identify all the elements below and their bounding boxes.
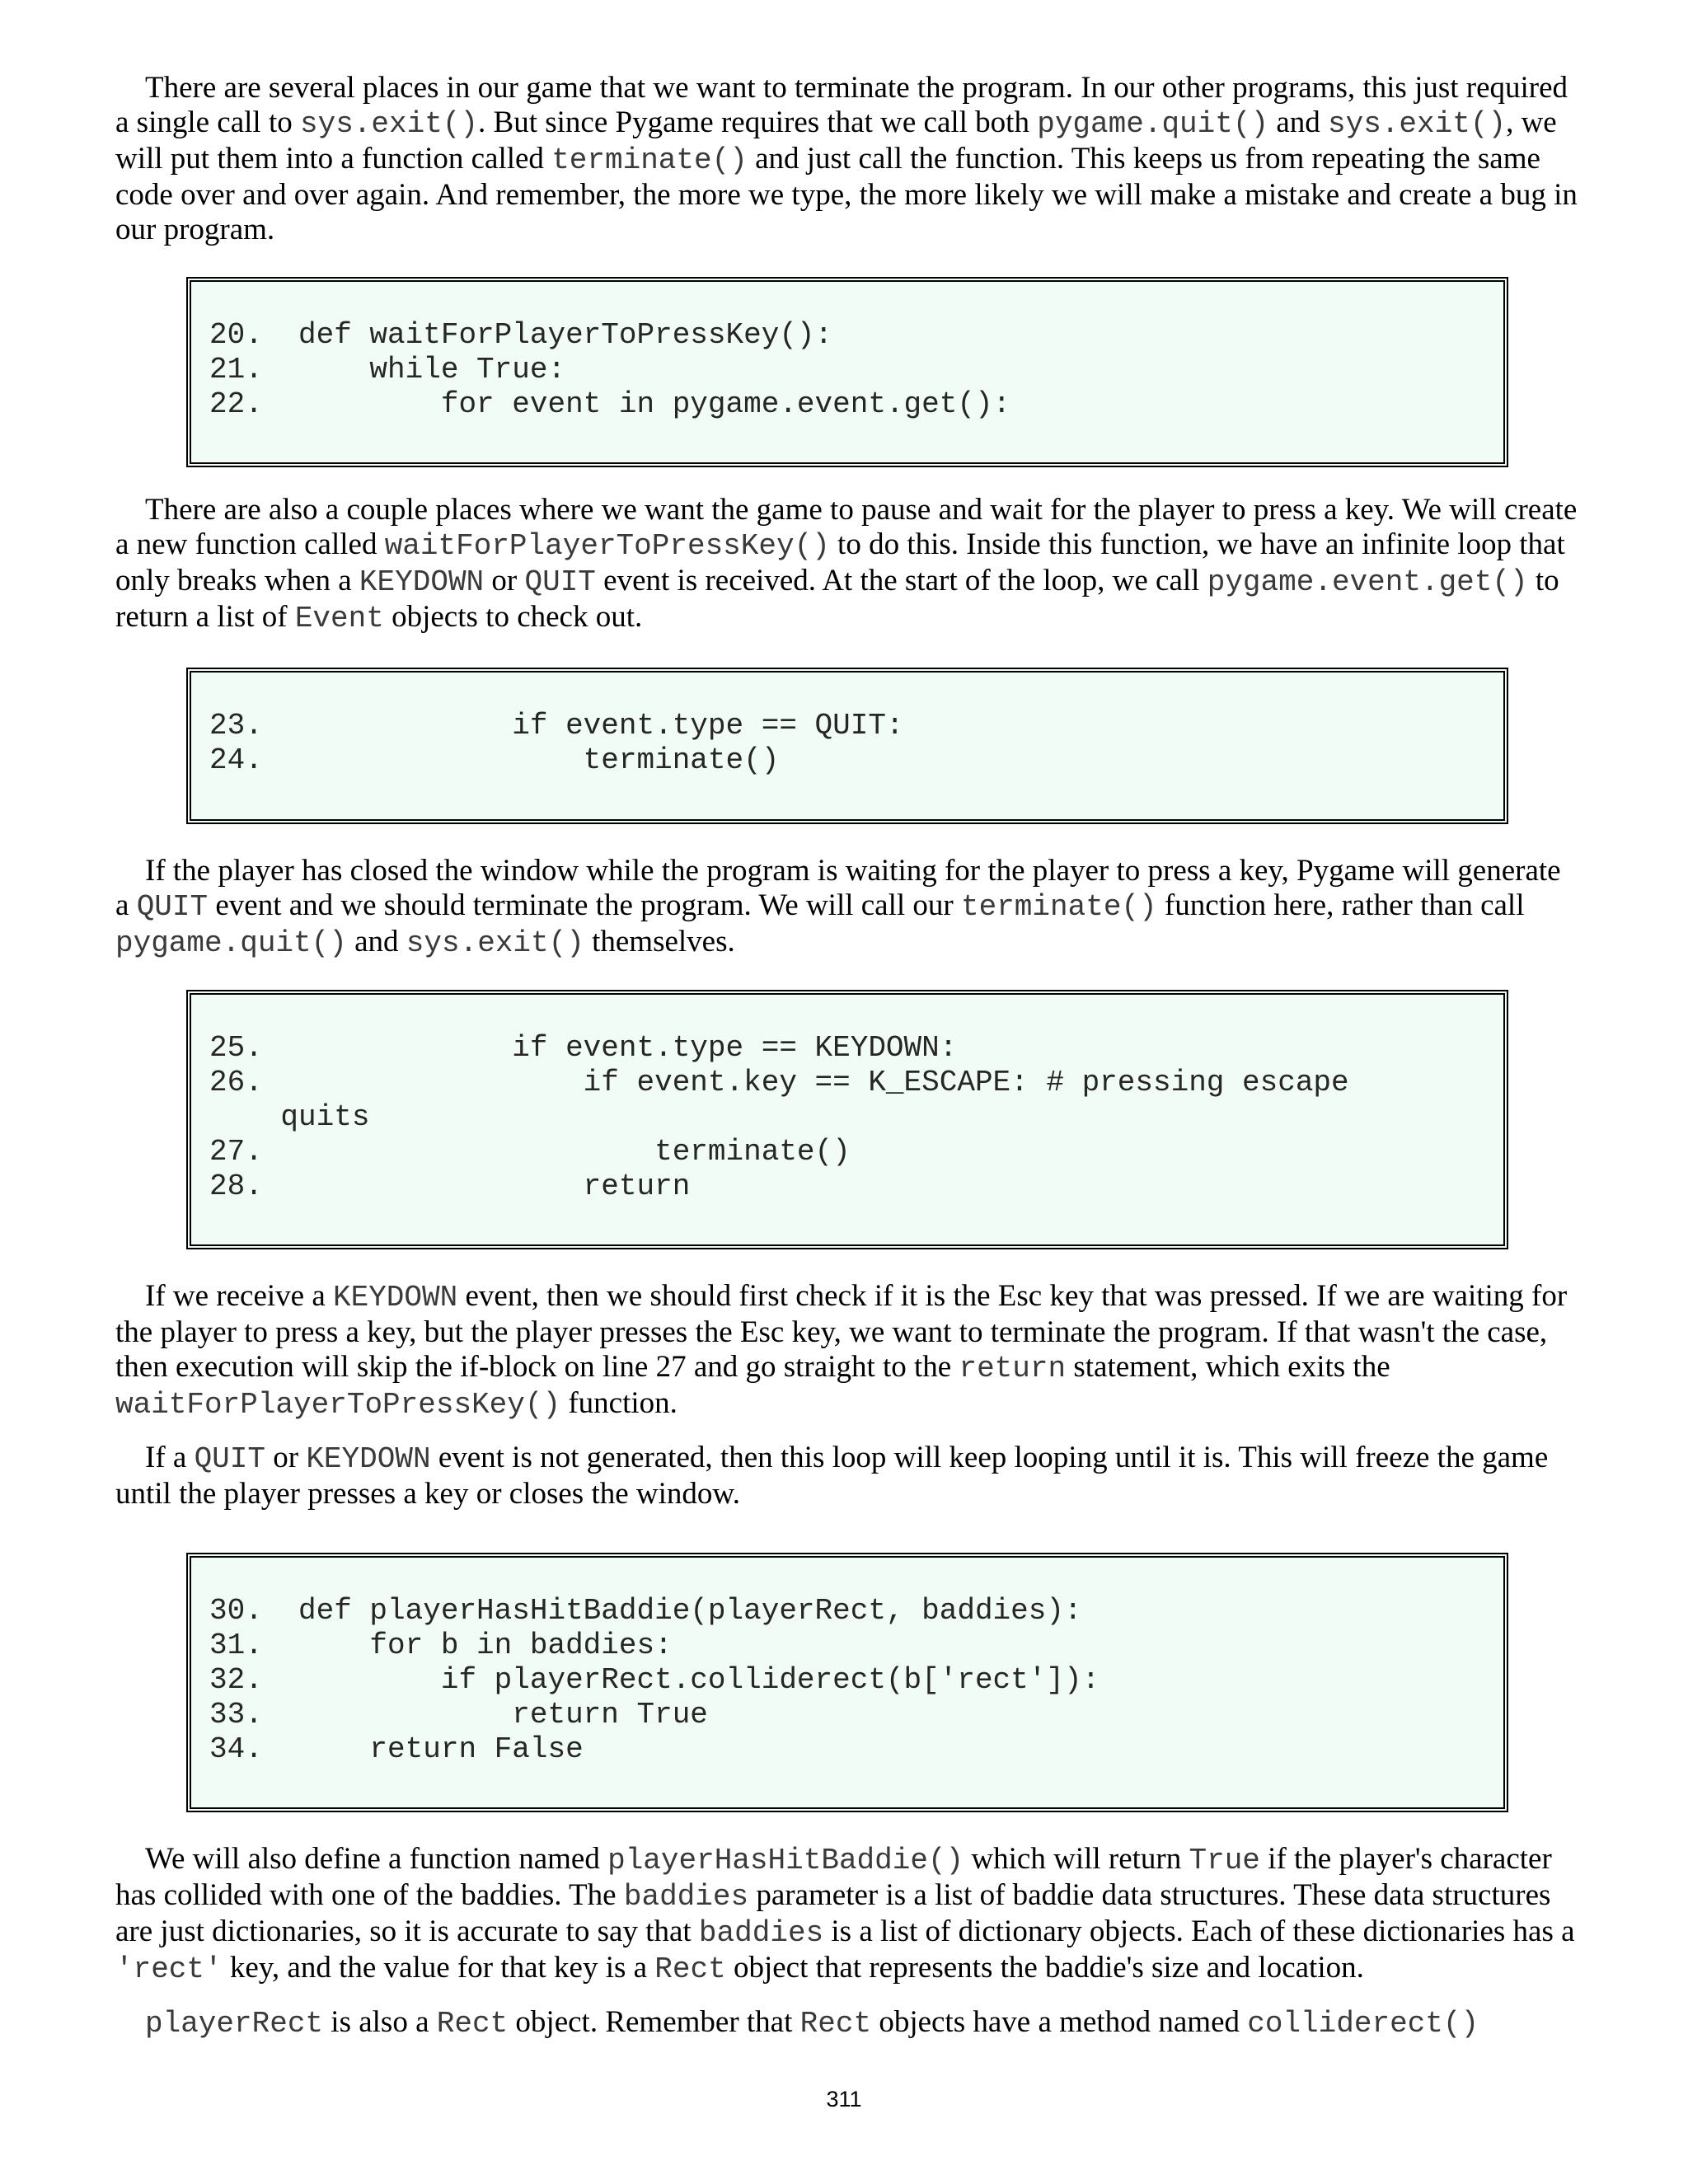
text: to return a list of [115, 564, 1559, 634]
code-block-quit-check [186, 668, 1508, 824]
inline-code: colliderect() [1247, 2007, 1479, 2041]
inline-code: pygame.event.get() [1207, 565, 1528, 599]
text: or [265, 1441, 307, 1474]
page-number: 311 [826, 2087, 862, 2111]
text: which will return [964, 1842, 1189, 1876]
text: or [484, 564, 525, 598]
code-line: 32. if playerRect.colliderect(b['rect']): [209, 1663, 1100, 1697]
text: and [1268, 105, 1329, 139]
document-body [115, 71, 1578, 247]
inline-code: QUIT [194, 1442, 265, 1476]
inline-code: pygame.quit() [115, 926, 347, 960]
text: function here, rather than call [1156, 888, 1525, 922]
document-body-3 [115, 854, 1578, 961]
text: object. Remember that [508, 2005, 800, 2039]
inline-code: 'rect' [115, 1952, 223, 1986]
text: if the player's character has collided with one of the baddies. The [115, 1842, 1552, 1912]
code-block-player-has-hit-baddie [186, 1553, 1508, 1812]
text: event is not generated, then this loop will keep looping until it is. This will freeze the game until the player presses a key or closes the window. [115, 1441, 1549, 1511]
code-line: 21. while True: [209, 353, 566, 387]
text: themselves. [584, 925, 735, 958]
document-body-4 [115, 1279, 1578, 1511]
inline-code: KEYDOWN [333, 1281, 458, 1315]
paragraph-hit-baddie [115, 1842, 1578, 1987]
paragraph-keydown-event [115, 1279, 1578, 1422]
inline-code: waitForPlayerToPressKey() [384, 529, 830, 563]
code-line: 25. if event.type == KEYDOWN: [209, 1031, 958, 1065]
text: event and we should terminate the program. We will call our [208, 888, 961, 922]
code-block-wait-for-key [186, 277, 1508, 467]
code-line: 26. if event.key == K_ESCAPE: # pressing escape [209, 1066, 1349, 1099]
inline-code: QUIT [524, 565, 596, 599]
text: event is received. At the start of the loop, we call [595, 564, 1207, 598]
text: We will also define a function named [145, 1842, 608, 1876]
inline-code: Rect [799, 2007, 872, 2041]
code-line: quits [209, 1100, 370, 1134]
code-line: 31. for b in baddies: [209, 1629, 673, 1662]
paragraph-terminate [115, 71, 1578, 247]
code-block-keydown-check [186, 990, 1508, 1249]
paragraph-player-rect [115, 2005, 1578, 2041]
inline-code: Rect [654, 1952, 726, 1986]
inline-code: return [959, 1352, 1067, 1385]
code-line: 27. terminate() [209, 1135, 851, 1169]
paragraph-wait-function [115, 493, 1578, 636]
document-body-5 [115, 1842, 1578, 2041]
inline-code: sys.exit() [300, 107, 479, 141]
inline-code: QUIT [136, 890, 209, 924]
text: and [346, 925, 406, 958]
code-line: 33. return True [209, 1698, 708, 1732]
code-line: 30. def playerHasHitBaddie(playerRect, baddies): [209, 1594, 1082, 1628]
text: There are also a couple places where we want the game to pause and wait for the player to press a key. We will create a new function called [115, 493, 1578, 561]
text: and just call the function. This keeps us from repeating the same code over and over again. And remember, the more we type, the more likely we will make a mistake and create a bug in our program. [115, 142, 1578, 246]
inline-code: baddies [623, 1880, 749, 1914]
code-line: 22. for event in pygame.event.get(): [209, 387, 1011, 421]
inline-code: terminate() [551, 143, 748, 177]
inline-code: playerHasHitBaddie() [607, 1844, 964, 1877]
text: objects to check out. [383, 600, 643, 634]
text: statement, which exits the [1066, 1350, 1390, 1384]
inline-code: pygame.quit() [1037, 107, 1269, 141]
text: If a [145, 1441, 195, 1474]
text: parameter is a list of baddie data structures. These data structures are just dictionaries, so it is accurate to say that [115, 1878, 1551, 1948]
code-line: 20. def waitForPlayerToPressKey(): [209, 318, 833, 352]
inline-code: True [1189, 1844, 1260, 1877]
code-line: 23. if event.type == QUIT: [209, 709, 904, 743]
text: If we receive a [145, 1279, 333, 1313]
code-line: 34. return False [209, 1732, 584, 1766]
inline-code: Rect [436, 2007, 509, 2041]
paragraph-freeze [115, 1441, 1578, 1511]
document-body-2 [115, 493, 1578, 636]
text: is a list of dictionary objects. Each of these dictionaries has a [823, 1915, 1575, 1948]
code-line: 28. return [209, 1169, 691, 1203]
inline-code: playerRect [145, 2007, 324, 2041]
inline-code: KEYDOWN [359, 565, 485, 599]
text: to do this. Inside this function, we have an infinite loop that only breaks when a [115, 527, 1565, 598]
inline-code: waitForPlayerToPressKey() [115, 1388, 561, 1422]
inline-code: Event [294, 602, 384, 635]
text: event, then we should first check if it is the Esc key that was pressed. If we are waiting for the player to press a key, but the player presses the Esc key, we want to terminate the program. If that wasn't the case, then execution will skip the if-block on line 27 and go straight to the [115, 1279, 1568, 1384]
text: objects have a method named [871, 2005, 1248, 2039]
inline-code: KEYDOWN [306, 1442, 431, 1476]
text: function. [560, 1386, 678, 1420]
code-line: 24. terminate() [209, 743, 780, 777]
text: key, and the value for that key is a [222, 1951, 655, 1985]
text: , we will put them into a function called [115, 105, 1557, 176]
text: is also a [323, 2005, 437, 2039]
text: . But since Pygame requires that we call both [478, 105, 1038, 139]
text: If the player has closed the window while the program is waiting for the player to press a key, Pygame will generate a [115, 854, 1561, 922]
inline-code: baddies [698, 1916, 824, 1950]
inline-code: terminate() [960, 890, 1157, 924]
paragraph-quit-event [115, 854, 1578, 961]
inline-code: sys.exit() [406, 926, 584, 960]
text: There are several places in our game that we want to terminate the program. In our other programs, this just required a single call to [115, 71, 1568, 139]
text: object that represents the baddie's size and location. [725, 1951, 1364, 1985]
inline-code: sys.exit() [1328, 107, 1507, 141]
